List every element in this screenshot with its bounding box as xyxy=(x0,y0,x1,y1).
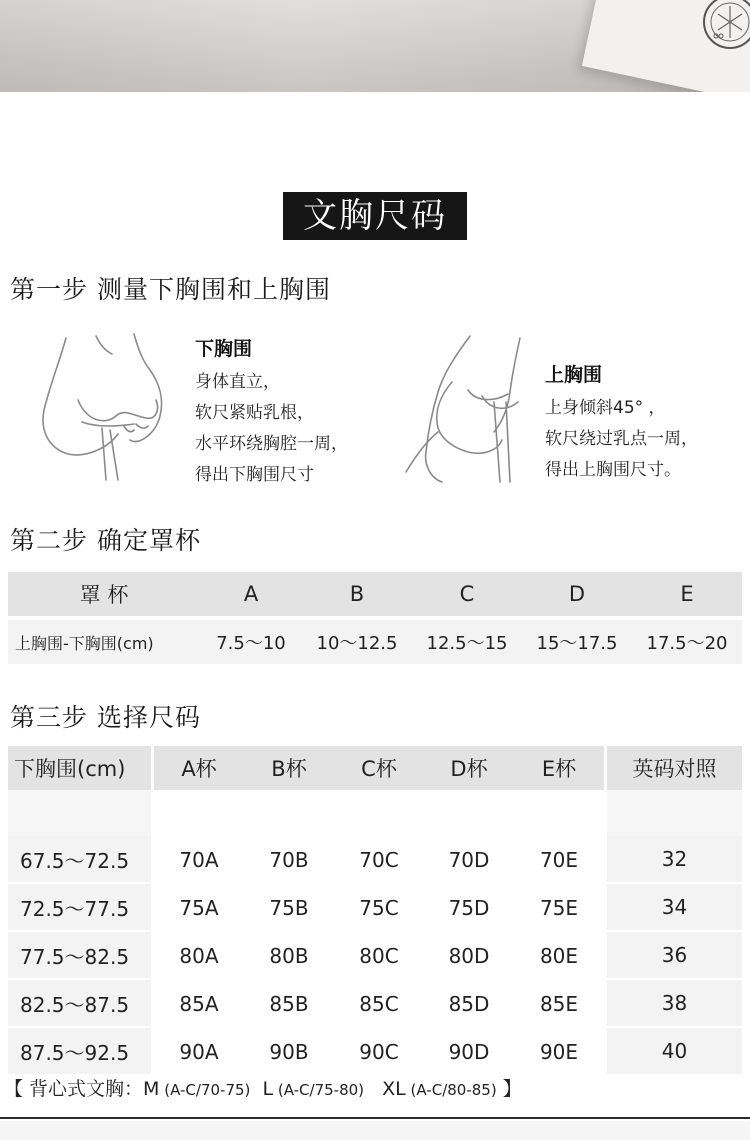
uk-size: 40 xyxy=(604,1028,742,1076)
size-cell: 85D xyxy=(424,980,514,1028)
size-table xyxy=(8,746,742,1076)
upper-bust-description xyxy=(545,360,698,486)
upper-bust-line: 上身倾斜45° ， xyxy=(545,398,666,418)
size-cell: 80E xyxy=(514,932,604,980)
size-cell: 80B xyxy=(244,932,334,980)
under-bust-line: 软尺紧贴乳根， xyxy=(195,403,314,423)
cup-table xyxy=(8,572,742,664)
page-title: 文胸尺码 xyxy=(283,192,467,240)
cup-row-cell: 17.5～20 xyxy=(632,620,742,664)
vest-bra-note xyxy=(4,1074,522,1101)
cup-table-row xyxy=(8,620,742,664)
size-header-cell: 英码对照 xyxy=(604,746,742,790)
size-table-spacer xyxy=(8,790,742,836)
table-row xyxy=(8,884,742,932)
table-row xyxy=(8,1028,742,1076)
size-cell: 80D xyxy=(424,932,514,980)
step3-heading: 第三步 选择尺码 xyxy=(10,703,201,732)
size-cell: 70D xyxy=(424,836,514,884)
bottom-strip xyxy=(0,1121,750,1140)
size-cell: 75B xyxy=(244,884,334,932)
size-header-cell: E杯 xyxy=(514,746,604,790)
underbust-range: 77.5～82.5 xyxy=(8,932,154,980)
size-cell: 70C xyxy=(334,836,424,884)
upper-bust-line: 得出上胸围尺寸。 xyxy=(545,460,681,480)
cup-header-cell: C xyxy=(412,572,522,616)
underbust-range: 67.5～72.5 xyxy=(8,836,154,884)
underbust-range: 87.5～92.5 xyxy=(8,1028,154,1076)
table-row xyxy=(8,980,742,1028)
cup-row-label: 上胸围-下胸围(cm) xyxy=(8,620,200,664)
uk-size: 36 xyxy=(604,932,742,980)
cup-row-cell: 15～17.5 xyxy=(522,620,632,664)
cup-header-cell: D xyxy=(522,572,632,616)
brand-seal-icon xyxy=(700,0,750,52)
under-bust-line: 水平环绕胸腔一周， xyxy=(195,434,348,454)
size-cell: 75C xyxy=(334,884,424,932)
underbust-range: 82.5～87.5 xyxy=(8,980,154,1028)
size-table-header xyxy=(8,746,742,790)
bottom-divider xyxy=(0,1117,750,1119)
size-cell: 85E xyxy=(514,980,604,1028)
note-close: 】 xyxy=(496,1078,522,1100)
size-cell: 80C xyxy=(334,932,424,980)
cup-header-cell: A xyxy=(200,572,302,616)
step2-heading: 第二步 确定罩杯 xyxy=(10,526,201,555)
size-cell: 70B xyxy=(244,836,334,884)
under-bust-title: 下胸围 xyxy=(195,338,253,360)
size-header-cell: A杯 xyxy=(154,746,244,790)
size-cell: 90B xyxy=(244,1028,334,1076)
size-m: M xyxy=(143,1078,160,1100)
size-cell: 90A xyxy=(154,1028,244,1076)
cup-header-cell: E xyxy=(632,572,742,616)
size-header-cell: 下胸围(cm) xyxy=(8,746,154,790)
under-bust-line: 身体直立， xyxy=(195,372,280,392)
uk-size: 38 xyxy=(604,980,742,1028)
cup-header-cell: 罩 杯 xyxy=(8,572,200,616)
cup-header-cell: B xyxy=(302,572,412,616)
size-l: L xyxy=(262,1078,274,1100)
upper-bust-figure-icon xyxy=(398,332,526,484)
size-header-cell: C杯 xyxy=(334,746,424,790)
size-cell: 70A xyxy=(154,836,244,884)
upper-bust-title: 上胸围 xyxy=(545,364,603,386)
uk-size: 32 xyxy=(604,836,742,884)
size-header-cell: B杯 xyxy=(244,746,334,790)
size-cell: 70E xyxy=(514,836,604,884)
size-cell: 85B xyxy=(244,980,334,1028)
under-bust-description xyxy=(195,334,348,491)
size-m-range: (A-C/70-75) xyxy=(159,1081,251,1099)
under-bust-figure-icon xyxy=(38,330,170,490)
size-cell: 75D xyxy=(424,884,514,932)
table-row xyxy=(8,836,742,884)
cup-row-cell: 7.5～10 xyxy=(200,620,302,664)
size-cell: 80A xyxy=(154,932,244,980)
size-cell: 75A xyxy=(154,884,244,932)
size-xl: XL xyxy=(382,1078,406,1100)
size-cell: 85C xyxy=(334,980,424,1028)
underbust-range: 72.5～77.5 xyxy=(8,884,154,932)
cup-row-cell: 12.5～15 xyxy=(412,620,522,664)
size-cell: 75E xyxy=(514,884,604,932)
step1-heading: 第一步 测量下胸围和上胸围 xyxy=(10,275,331,304)
cup-row-cell: 10～12.5 xyxy=(302,620,412,664)
uk-size: 34 xyxy=(604,884,742,932)
size-cell: 90D xyxy=(424,1028,514,1076)
size-l-range: (A-C/75-80) xyxy=(273,1081,365,1099)
size-header-cell: D杯 xyxy=(424,746,514,790)
table-row xyxy=(8,932,742,980)
note-open: 【 背心式文胸： xyxy=(4,1078,144,1100)
cup-table-header xyxy=(8,572,742,616)
size-cell: 90E xyxy=(514,1028,604,1076)
under-bust-line: 得出下胸围尺寸 xyxy=(195,465,314,485)
size-xl-range: (A-C/80-85) xyxy=(405,1081,497,1099)
upper-bust-line: 软尺绕过乳点一周， xyxy=(545,429,698,449)
size-cell: 90C xyxy=(334,1028,424,1076)
top-photo-banner xyxy=(0,0,750,92)
size-cell: 85A xyxy=(154,980,244,1028)
